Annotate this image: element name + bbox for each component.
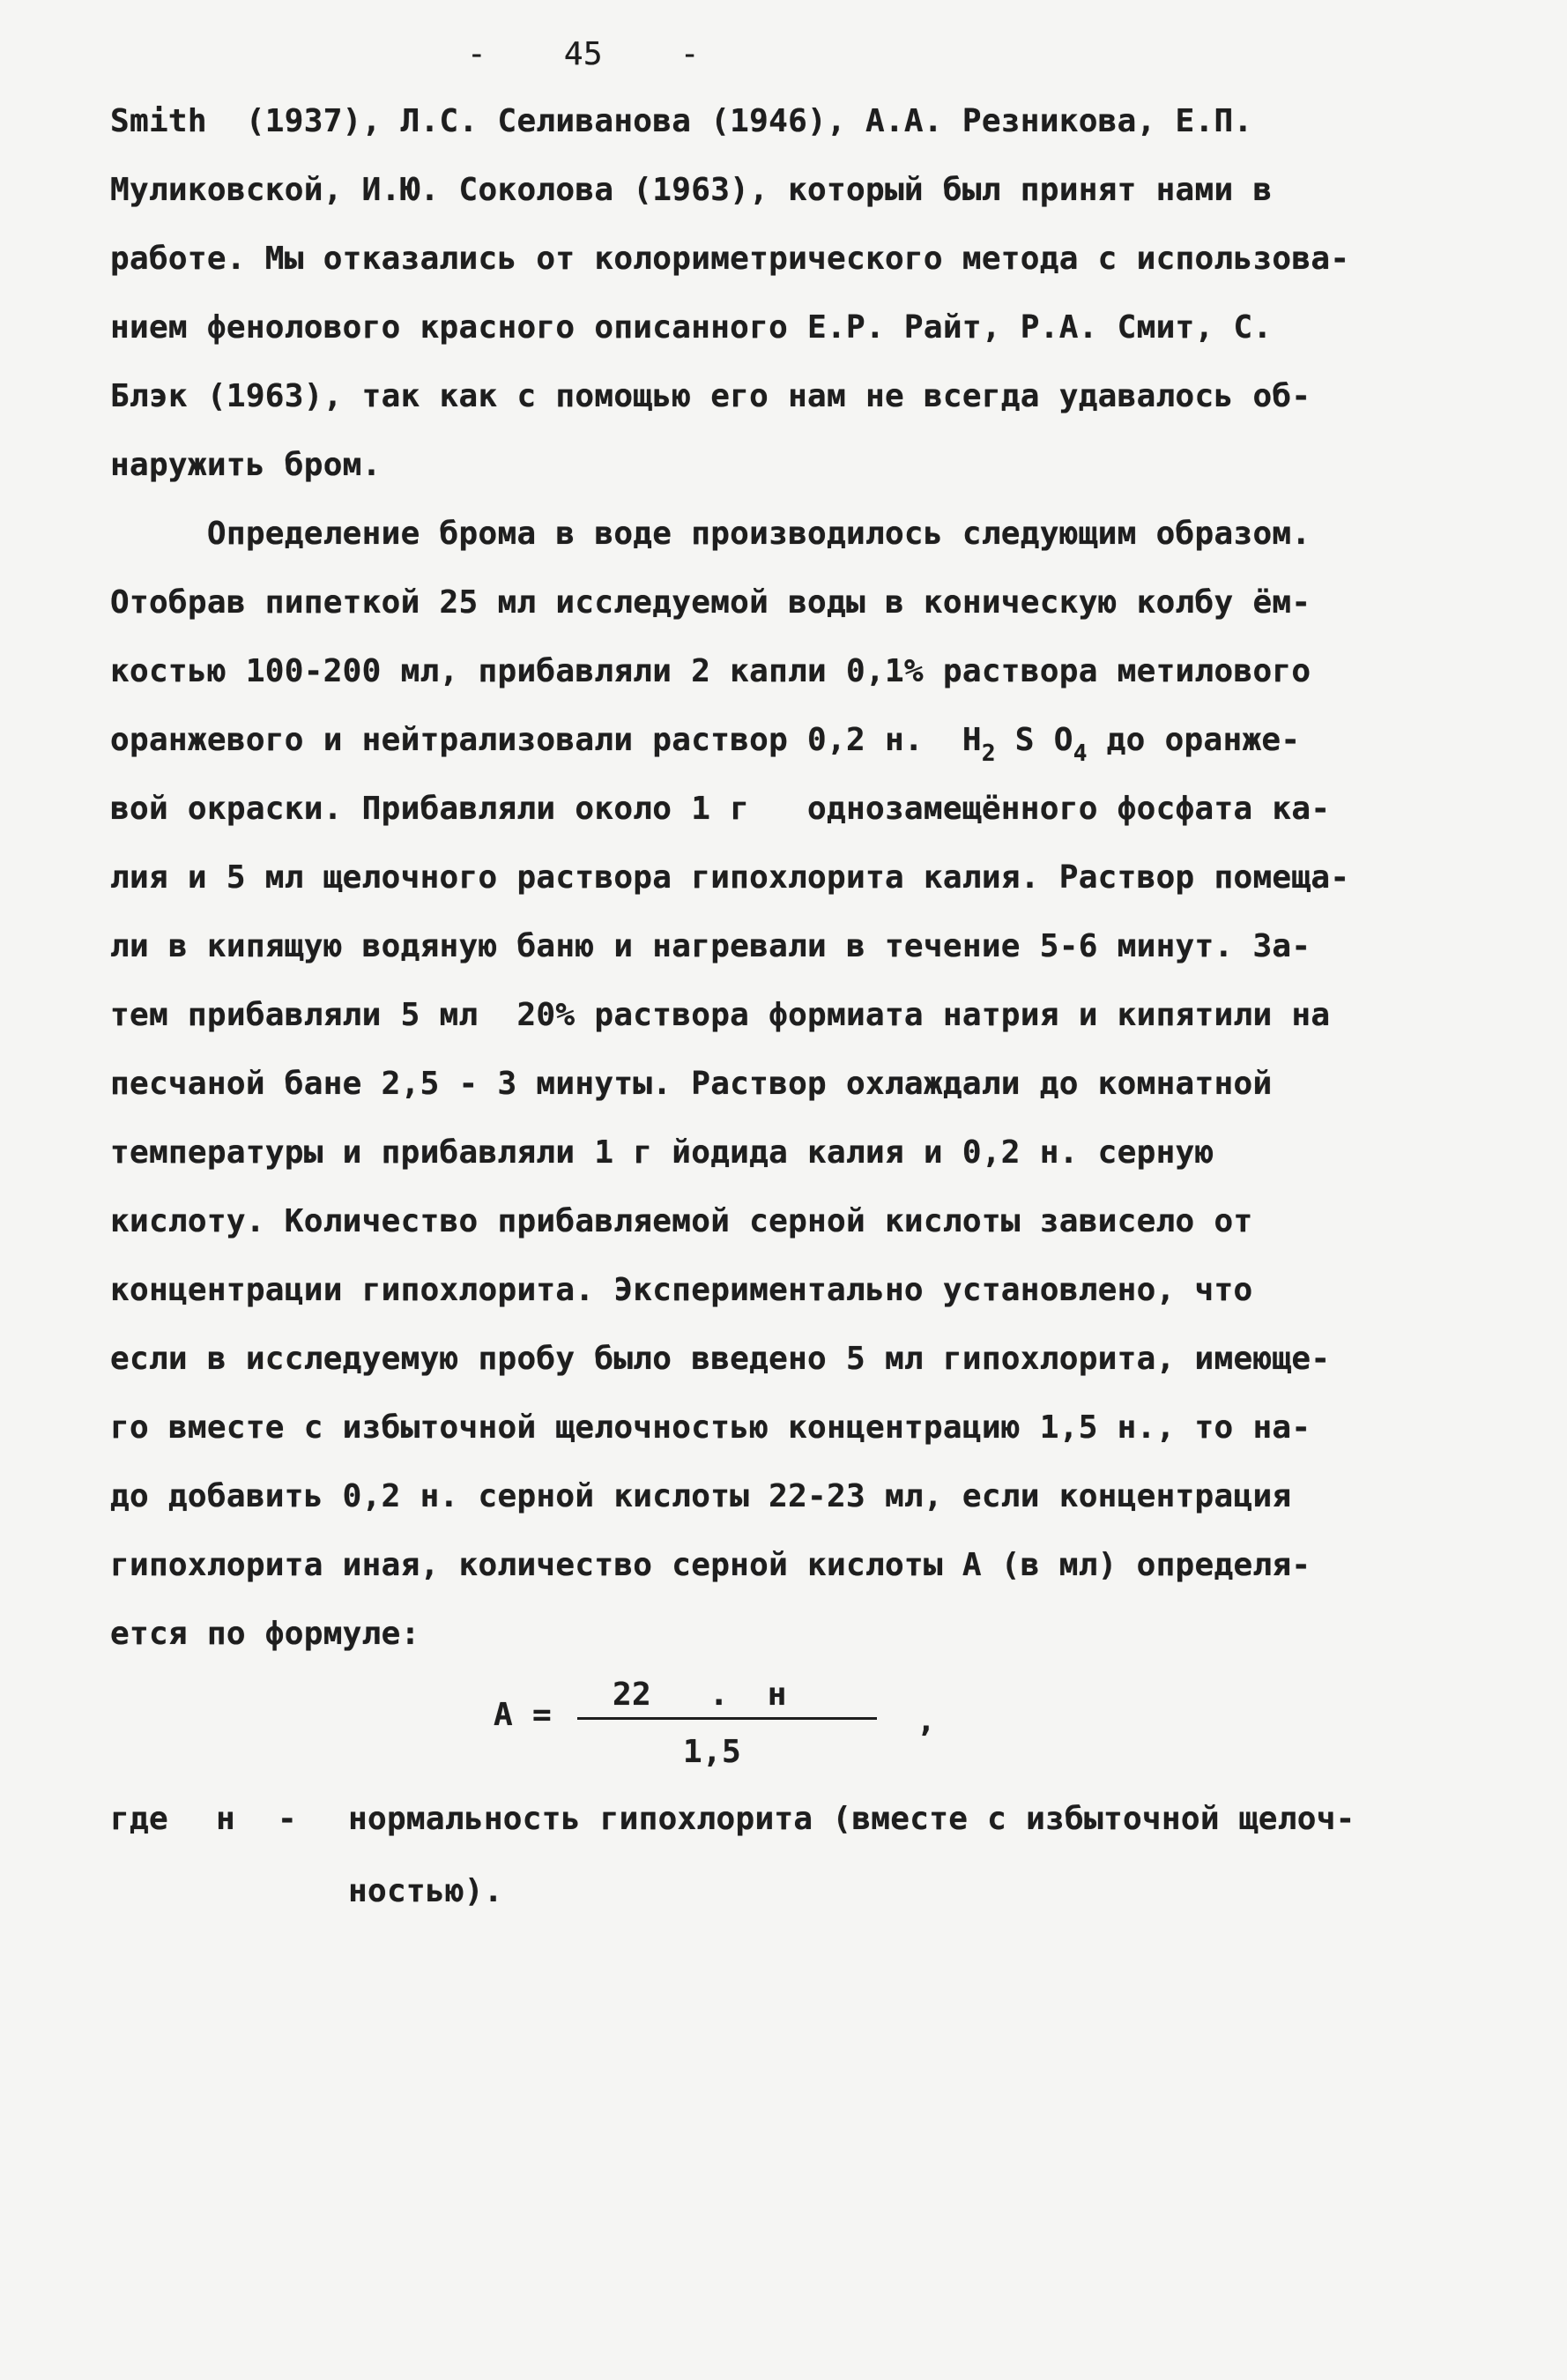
- text-line: концентрации гипохлорита. Экспериментально установлено, что: [110, 1272, 1253, 1308]
- text-line: вой окраски. Прибавляли около 1 г однозамещённого фосфата ка-: [110, 791, 1331, 827]
- formula-denominator: 1,5: [683, 1734, 741, 1770]
- formula-comma: ,: [917, 1703, 936, 1739]
- text-line: ли в кипящую водяную баню и нагревали в течение 5-6 минут. За-: [110, 928, 1311, 964]
- formula-lhs: A =: [494, 1697, 552, 1733]
- text-line: до добавить 0,2 н. серной кислоты 22-23 мл, если концентрация: [110, 1478, 1292, 1514]
- text-line: Блэк (1963), так как с помощью его нам не всегда удавалось об-: [110, 378, 1311, 414]
- text-line: наружить бром.: [110, 447, 382, 483]
- h2so4-before: оранжевого и нейтрализовали раствор 0,2 н. H: [110, 722, 982, 758]
- text-line: Муликовской, И.Ю. Соколова (1963), который был принят нами в: [110, 172, 1273, 208]
- text-line: температуры и прибавляли 1 г йодида калия и 0,2 н. серную: [110, 1134, 1214, 1171]
- text-line: если в исследуемую пробу было введено 5 мл гипохлорита, имеюще-: [110, 1341, 1331, 1377]
- text-line: кислоту. Количество прибавляемой серной кислоты зависело от: [110, 1203, 1253, 1239]
- text-line: лия и 5 мл щелочного раствора гипохлорита калия. Раствор помеща-: [110, 859, 1350, 896]
- definition-text-continued: ностью).: [348, 1873, 503, 1909]
- text-line: песчаной бане 2,5 - 3 минуты. Раствор охлаждали до комнатной: [110, 1066, 1273, 1102]
- page-number: - 45 -: [467, 36, 700, 72]
- text-line-h2so4: [110, 722, 1301, 767]
- subscript: 2: [981, 740, 996, 767]
- text-line: тем прибавляли 5 мл 20% раствора формиата натрия и кипятили на: [110, 997, 1331, 1033]
- fraction-bar: [577, 1717, 877, 1720]
- text-line: нием фенолового красного описанного Е.Р. Райт, Р.А. Смит, С.: [110, 309, 1273, 346]
- h2so4-after: до оранже-: [1087, 722, 1301, 758]
- h2so4-middle: S O: [995, 722, 1073, 758]
- text-line: ется по формуле:: [110, 1616, 420, 1652]
- text-line: костью 100-200 мл, прибавляли 2 капли 0,1% раствора метилового: [110, 653, 1311, 689]
- text-line: го вместе с избыточной щелочностью концентрацию 1,5 н., то на-: [110, 1409, 1311, 1446]
- text-line: Определение брома в воде производилось следующим образом.: [110, 516, 1311, 552]
- definition-text: нормальность гипохлорита (вместе с избыточной щелоч-: [348, 1801, 1355, 1837]
- definition-variable: н: [216, 1801, 235, 1837]
- subscript: 4: [1073, 740, 1088, 767]
- definition-dash: -: [278, 1801, 297, 1837]
- text-line: работе. Мы отказались от колориметрического метода с использова-: [110, 241, 1350, 277]
- definition-term: где: [110, 1801, 168, 1837]
- formula-numerator: 22 . н: [613, 1677, 787, 1713]
- text-line: Smith (1937), Л.С. Селиванова (1946), А.А. Резникова, Е.П.: [110, 103, 1253, 139]
- text-line: Отобрав пипеткой 25 мл исследуемой воды в коническую колбу ём-: [110, 584, 1311, 621]
- text-line: гипохлорита иная, количество серной кислоты А (в мл) определя-: [110, 1547, 1311, 1583]
